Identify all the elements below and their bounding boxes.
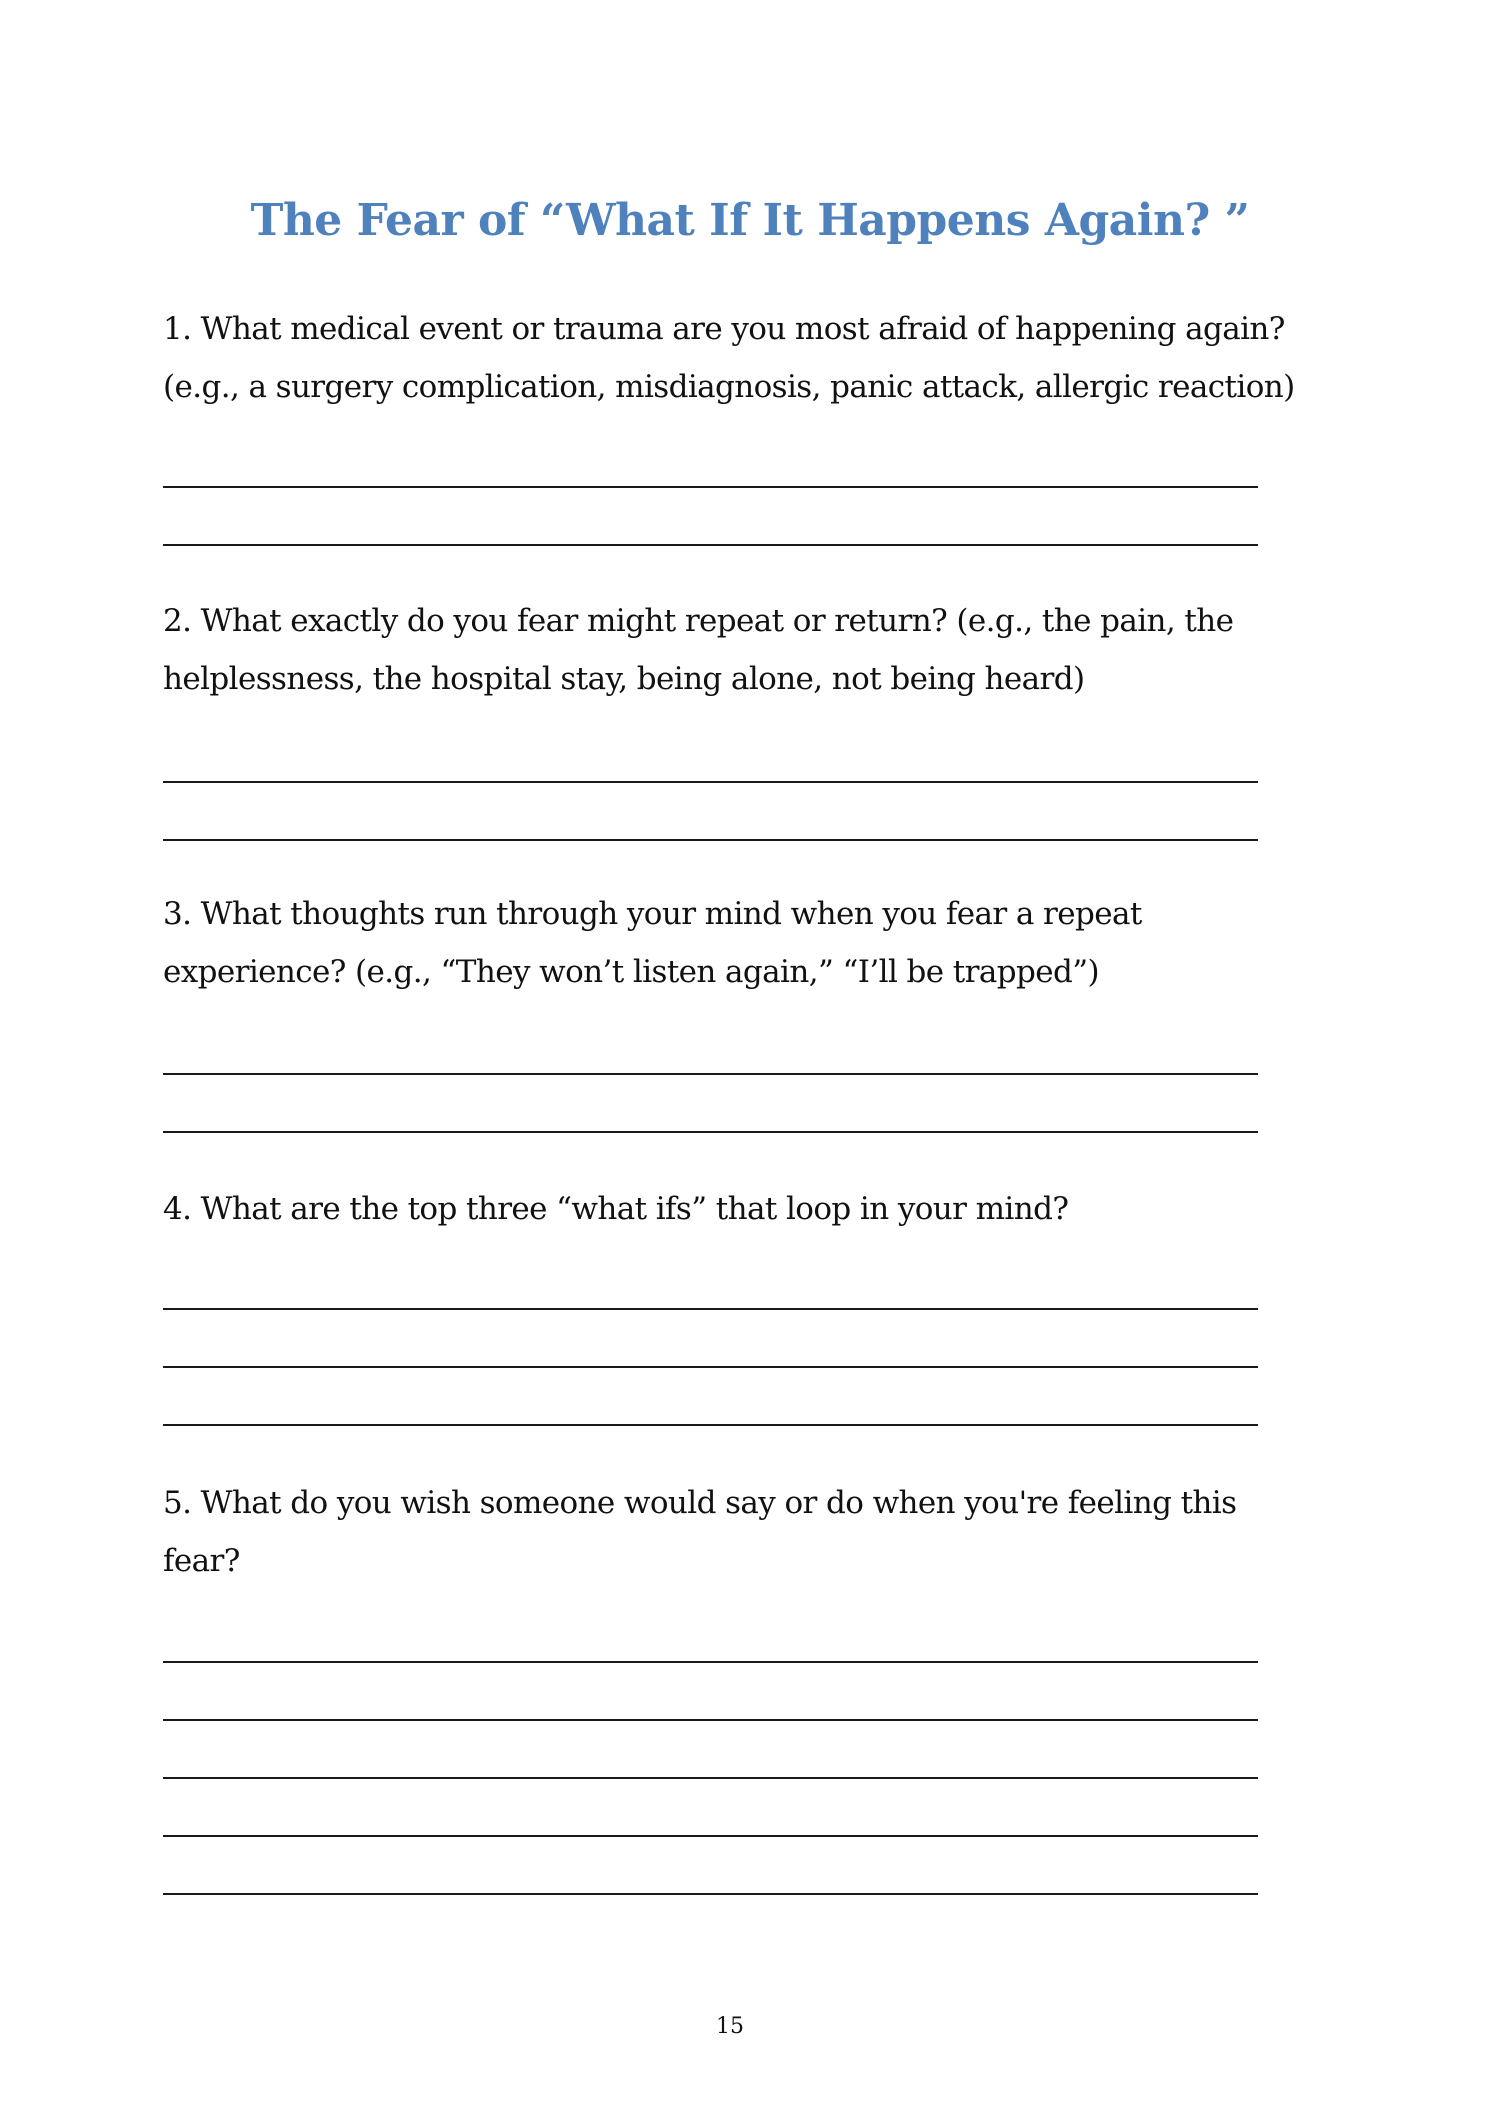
page-title: The Fear of “What If It Happens Again? ” bbox=[250, 195, 1250, 246]
question-1 bbox=[163, 300, 1313, 416]
question-2-line-2: helplessness, the hospital stay, being alone, not being heard) bbox=[163, 661, 1085, 697]
question-3 bbox=[163, 885, 1313, 1001]
answer-line[interactable] bbox=[163, 1131, 1258, 1133]
answer-line[interactable] bbox=[163, 1661, 1258, 1663]
answer-line[interactable] bbox=[163, 1424, 1258, 1426]
question-2-line-1: 2. What exactly do you fear might repeat or return? (e.g., the pain, the bbox=[163, 603, 1234, 639]
answer-line[interactable] bbox=[163, 1777, 1258, 1779]
question-1-line-1: 1. What medical event or trauma are you most afraid of happening again? bbox=[163, 311, 1285, 347]
question-3-line-2: experience? (e.g., “They won’t listen again,” “I’ll be trapped”) bbox=[163, 954, 1099, 990]
answer-line[interactable] bbox=[163, 1719, 1258, 1721]
question-4 bbox=[163, 1180, 1313, 1238]
answer-line[interactable] bbox=[163, 486, 1258, 488]
answer-line[interactable] bbox=[163, 544, 1258, 546]
question-5-line-1: 5. What do you wish someone would say or do when you're feeling this bbox=[163, 1485, 1237, 1521]
answer-line[interactable] bbox=[163, 1893, 1258, 1895]
answer-line[interactable] bbox=[163, 1366, 1258, 1368]
question-5 bbox=[163, 1474, 1313, 1590]
question-4-line-1: 4. What are the top three “what ifs” that loop in your mind? bbox=[163, 1191, 1069, 1227]
answer-line[interactable] bbox=[163, 1835, 1258, 1837]
page-number: 15 bbox=[716, 2014, 744, 2039]
question-5-line-2: fear? bbox=[163, 1543, 240, 1579]
answer-line[interactable] bbox=[163, 1073, 1258, 1075]
question-1-line-2: (e.g., a surgery complication, misdiagnosis, panic attack, allergic reaction) bbox=[163, 369, 1295, 405]
question-2 bbox=[163, 592, 1313, 708]
answer-line[interactable] bbox=[163, 781, 1258, 783]
answer-line[interactable] bbox=[163, 839, 1258, 841]
question-3-line-1: 3. What thoughts run through your mind when you fear a repeat bbox=[163, 896, 1142, 932]
answer-line[interactable] bbox=[163, 1308, 1258, 1310]
